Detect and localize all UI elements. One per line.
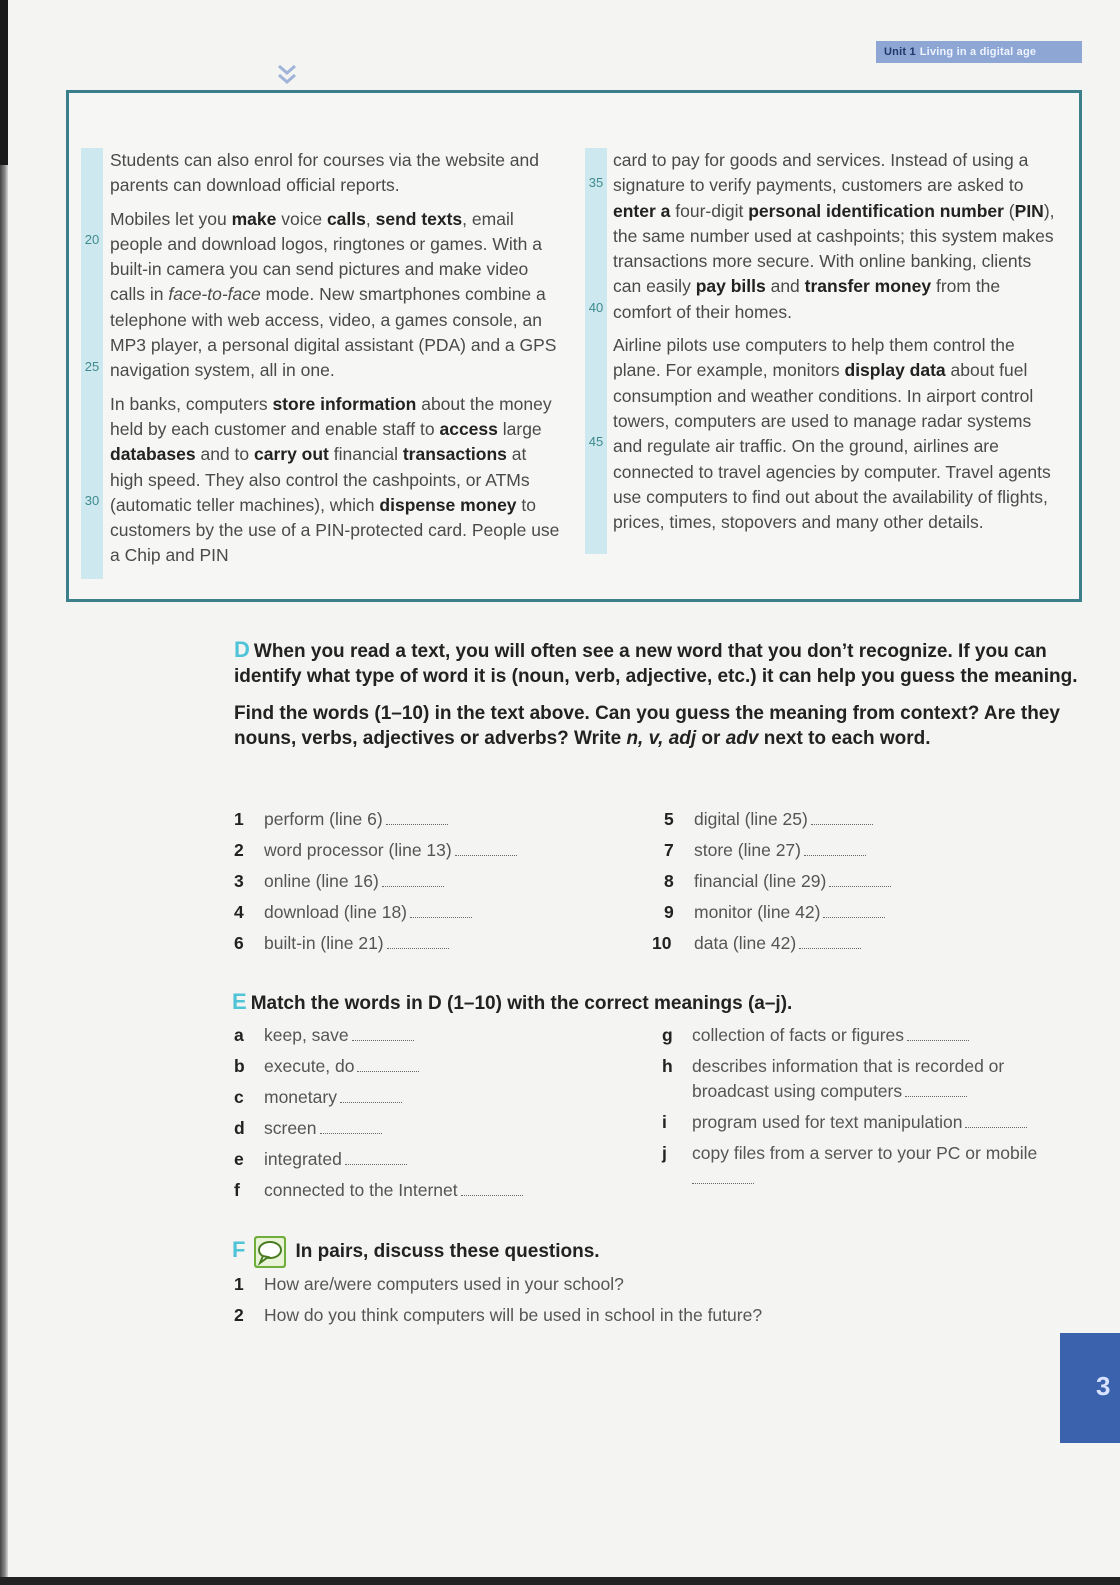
list-item: 5 digital (line 25) [664, 809, 873, 830]
answer-blank[interactable] [799, 948, 861, 949]
list-item: b execute, do [234, 1056, 419, 1077]
exercise-f-letter: F [232, 1237, 246, 1263]
list-item-continuation [692, 1168, 754, 1189]
line-number-35: 35 [588, 175, 604, 190]
line-number-45: 45 [588, 434, 604, 449]
list-item: a keep, save [234, 1025, 414, 1046]
list-item: c monetary [234, 1087, 402, 1108]
exercise-f [232, 1235, 1082, 1269]
list-item: 1 How are/were computers used in your school? [234, 1274, 624, 1294]
list-item: i program used for text manipulation [662, 1112, 1027, 1133]
list-item: 2 word processor (line 13) [234, 840, 517, 861]
list-item: 1 perform (line 6) [234, 809, 448, 830]
list-item: 8 financial (line 29) [664, 871, 891, 892]
page-number: 3 [1096, 1371, 1111, 1401]
exercise-d-instruction-2: Find the words (1–10) in the text above. Can you guess the meaning from context? Are they nouns, verbs, adjectives or adverbs? Write n, v, adj or adv next to each word. [234, 703, 1060, 749]
reading-text-box [66, 90, 1082, 602]
reading-column-right [613, 148, 1058, 543]
answer-blank[interactable] [461, 1195, 523, 1196]
unit-header [876, 41, 1082, 63]
exercise-e-letter: E [232, 989, 247, 1014]
answer-blank[interactable] [455, 855, 517, 856]
book-spine-shadow [0, 0, 8, 1585]
answer-blank[interactable] [352, 1040, 414, 1041]
page-bottom-edge [0, 1577, 1120, 1585]
list-item: 4 download (line 18) [234, 902, 472, 923]
unit-number: Unit 1 [884, 46, 916, 58]
answer-blank[interactable] [387, 948, 449, 949]
answer-blank[interactable] [907, 1040, 969, 1041]
exercise-e-instruction: E Match the words in D (1–10) with the correct meanings (a–j). [232, 989, 793, 1014]
answer-blank[interactable] [340, 1102, 402, 1103]
answer-blank[interactable] [811, 824, 873, 825]
line-number-30: 30 [84, 493, 100, 508]
list-item: g collection of facts or figures [662, 1025, 969, 1046]
paragraph-banks: In banks, computers store information about the money held by each customer and enable staff to access large databases and to carry out financial transactions at high speed. They also control the cashpoints, or ATMs (automatic teller machines), which dispense money to customers by the use of a PIN-protected card. People use a Chip and PIN [110, 393, 560, 566]
exercise-e [232, 990, 1082, 1017]
paragraph-school-reports: Students can also enrol for courses via the website and parents can download official reports. [110, 150, 539, 196]
list-item: f connected to the Internet [234, 1180, 523, 1201]
exercise-d-instruction-1: D When you read a text, you will often see a new word that you don’t recognize. If you can identify what type of word it is (noun, verb, adjective, etc.) it can help you guess the meaning. [234, 637, 1078, 687]
book-spine-dark [0, 0, 8, 165]
list-item: 7 store (line 27) [664, 840, 866, 861]
exercise-d [234, 638, 1084, 751]
answer-blank[interactable] [410, 917, 472, 918]
page-number-tab [1060, 1333, 1120, 1443]
answer-blank[interactable] [829, 886, 891, 887]
list-item: h describes information that is recorded or [662, 1056, 1005, 1076]
paragraph-mobiles: Mobiles let you make voice calls, send texts, email people and download logos, ringtones or games. With a built-in camera you can send pictures and make video calls in face-to-face mode. New smartphones combine a telephone with web access, video, a games console, an MP3 player, a personal digital assistant (PDA) and a GPS navigation system, all in one. [110, 208, 557, 381]
answer-blank[interactable] [692, 1183, 754, 1184]
answer-blank[interactable] [804, 855, 866, 856]
answer-blank[interactable] [823, 917, 885, 918]
answer-blank[interactable] [345, 1164, 407, 1165]
list-item-continuation: broadcast using computers [692, 1081, 967, 1102]
exercise-f-instruction: F In pairs, discuss these questions. [232, 1235, 1082, 1269]
paragraph-airlines: Airline pilots use computers to help them control the plane. For example, monitors display data about fuel consumption and weather conditions. In airport control towers, computers are used to manage radar systems and regulate air traffic. On the ground, airlines are connected to travel agencies by computer. Travel agents use computers to find out about the availability of flights, prices, times, stopovers and many other details. [613, 335, 1051, 533]
paragraph-chip-and-pin: card to pay for goods and services. Instead of using a signature to verify payments, customers are asked to enter a four-digit personal identification number (PIN), the same number used at cashpoints; this system makes transactions more secure. With online banking, clients can easily pay bills and transfer money from the comfort of their homes. [613, 150, 1055, 322]
line-number-bar-right [585, 148, 607, 554]
exercise-d-letter: D [234, 637, 250, 662]
unit-title: Living in a digital age [919, 46, 1037, 58]
list-item: 9 monitor (line 42) [664, 902, 885, 923]
answer-blank[interactable] [905, 1096, 967, 1097]
answer-blank[interactable] [357, 1071, 419, 1072]
list-item: 2 How do you think computers will be used in school in the future? [234, 1305, 763, 1325]
line-number-20: 20 [84, 232, 100, 247]
list-item: 3 online (line 16) [234, 871, 444, 892]
line-number-40: 40 [588, 300, 604, 315]
line-number-25: 25 [84, 359, 100, 374]
list-item: d screen [234, 1118, 382, 1139]
double-chevron-down-icon [277, 64, 297, 86]
list-item: e integrated [234, 1149, 407, 1170]
answer-blank[interactable] [382, 886, 444, 887]
list-item: 6 built-in (line 21) [234, 933, 449, 954]
reading-column-left [110, 148, 560, 577]
list-item: 10 data (line 42) [652, 933, 861, 954]
speech-bubble-icon [253, 1235, 287, 1269]
answer-blank[interactable] [965, 1127, 1027, 1128]
answer-blank[interactable] [386, 824, 448, 825]
list-item: j copy files from a server to your PC or mobile [662, 1143, 1038, 1163]
answer-blank[interactable] [320, 1133, 382, 1134]
